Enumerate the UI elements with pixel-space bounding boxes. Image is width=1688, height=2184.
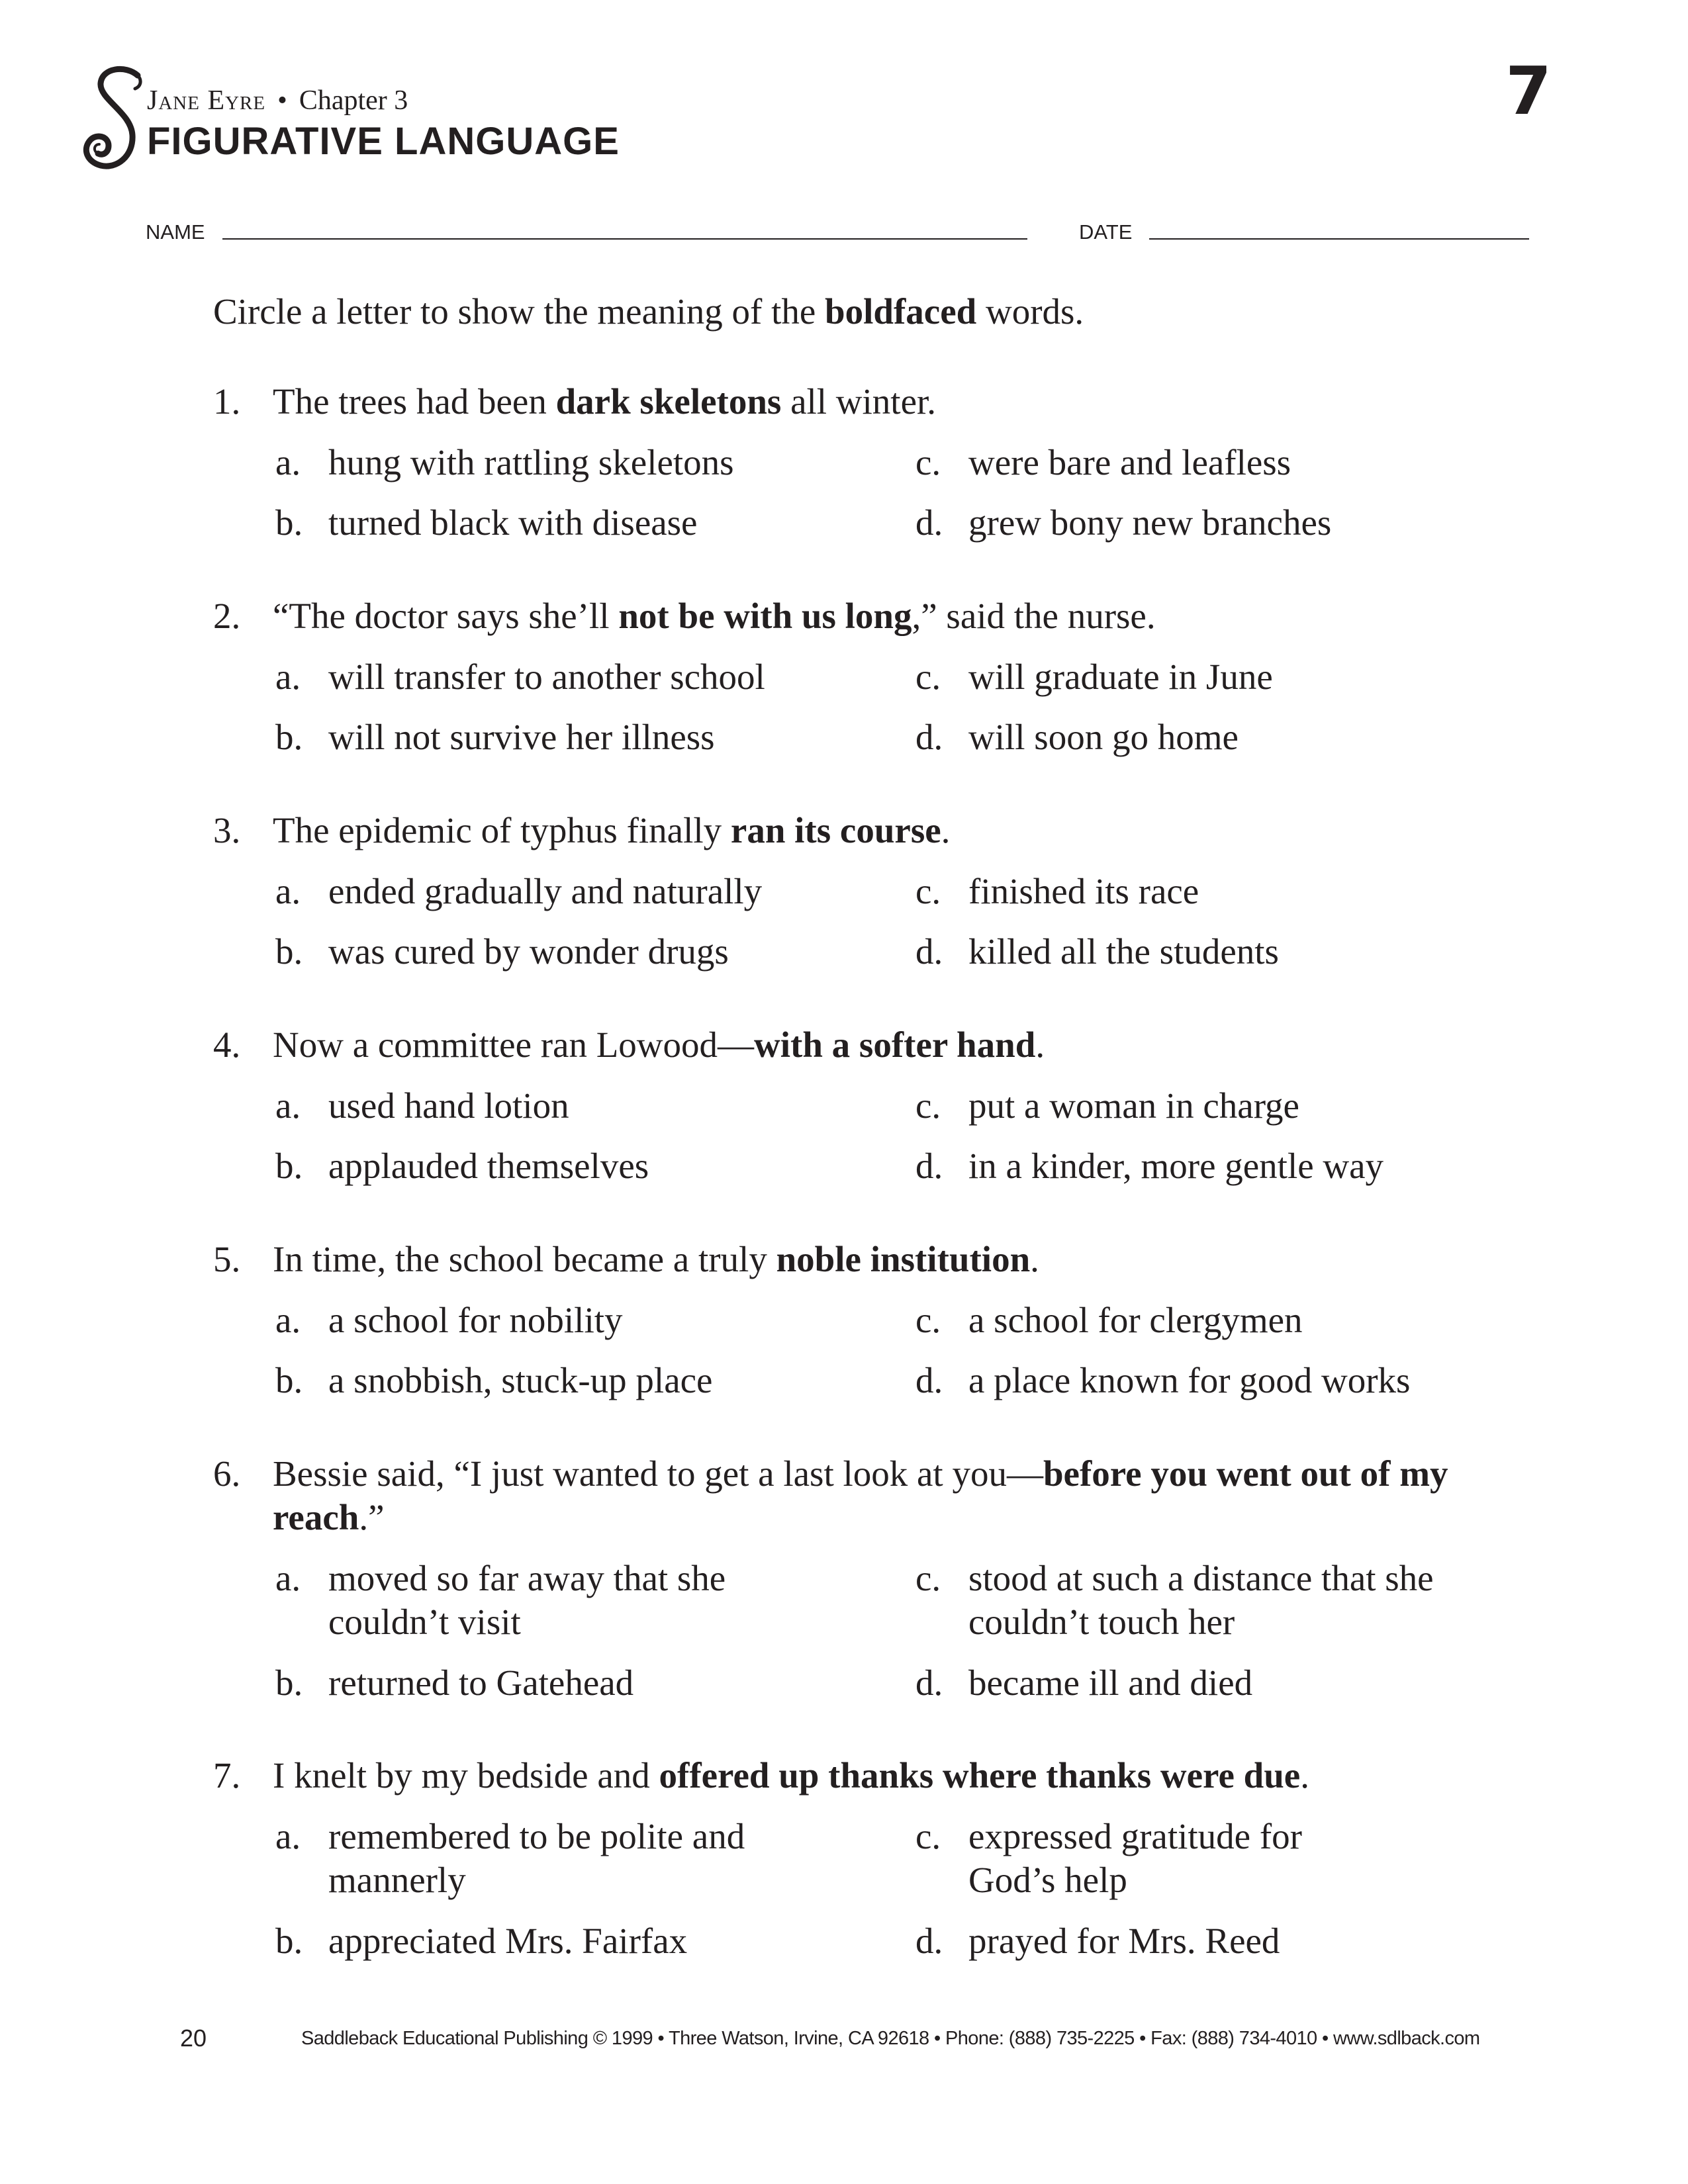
question-number: 6.	[213, 1453, 241, 1494]
name-field-line[interactable]	[222, 238, 1027, 240]
series-logo-icon	[77, 64, 150, 176]
worksheet-number: 7	[1505, 52, 1552, 130]
question-stem: In time, the school became a truly noble institution.	[273, 1239, 1039, 1279]
page-number: 20	[180, 2025, 207, 2052]
subtitle-separator: •	[277, 85, 287, 116]
question-number: 2.	[213, 596, 241, 636]
book-title: Jane Eyre	[147, 85, 266, 116]
date-field-line[interactable]	[1149, 238, 1529, 240]
question-stem: The trees had been dark skeletons all winter.	[273, 381, 937, 422]
chapter-label: Chapter 3	[299, 85, 408, 116]
question-stem: Bessie said, “I just wanted to get a last look at you—before you went out of my reach.”	[273, 1453, 1448, 1537]
instructions: Circle a letter to show the meaning of the boldfaced words.	[213, 291, 1084, 332]
date-label: DATE	[1079, 220, 1133, 244]
name-label: NAME	[146, 220, 205, 244]
question-number: 5.	[213, 1239, 241, 1279]
question-stem: Now a committee ran Lowood—with a softer hand.	[273, 1024, 1045, 1065]
question-number: 7.	[213, 1755, 241, 1796]
worksheet-title: FIGURATIVE LANGUAGE	[147, 120, 620, 163]
question-number: 1.	[213, 381, 241, 422]
publisher-credit: Saddleback Educational Publishing © 1999 • Three Watson, Irvine, CA 92618 • Phone: (888) 735-2225 • Fax: (888) 734-4010 • www.sdlback.com	[301, 2028, 1480, 2049]
question-number: 3.	[213, 810, 241, 850]
question-stem: “The doctor says she’ll not be with us long,” said the nurse.	[273, 596, 1156, 636]
question-number: 4.	[213, 1024, 241, 1065]
worksheet-subtitle	[147, 87, 408, 114]
question-stem: The epidemic of typhus finally ran its course.	[273, 810, 951, 850]
question-stem: I knelt by my bedside and offered up thanks where thanks were due.	[273, 1755, 1309, 1796]
